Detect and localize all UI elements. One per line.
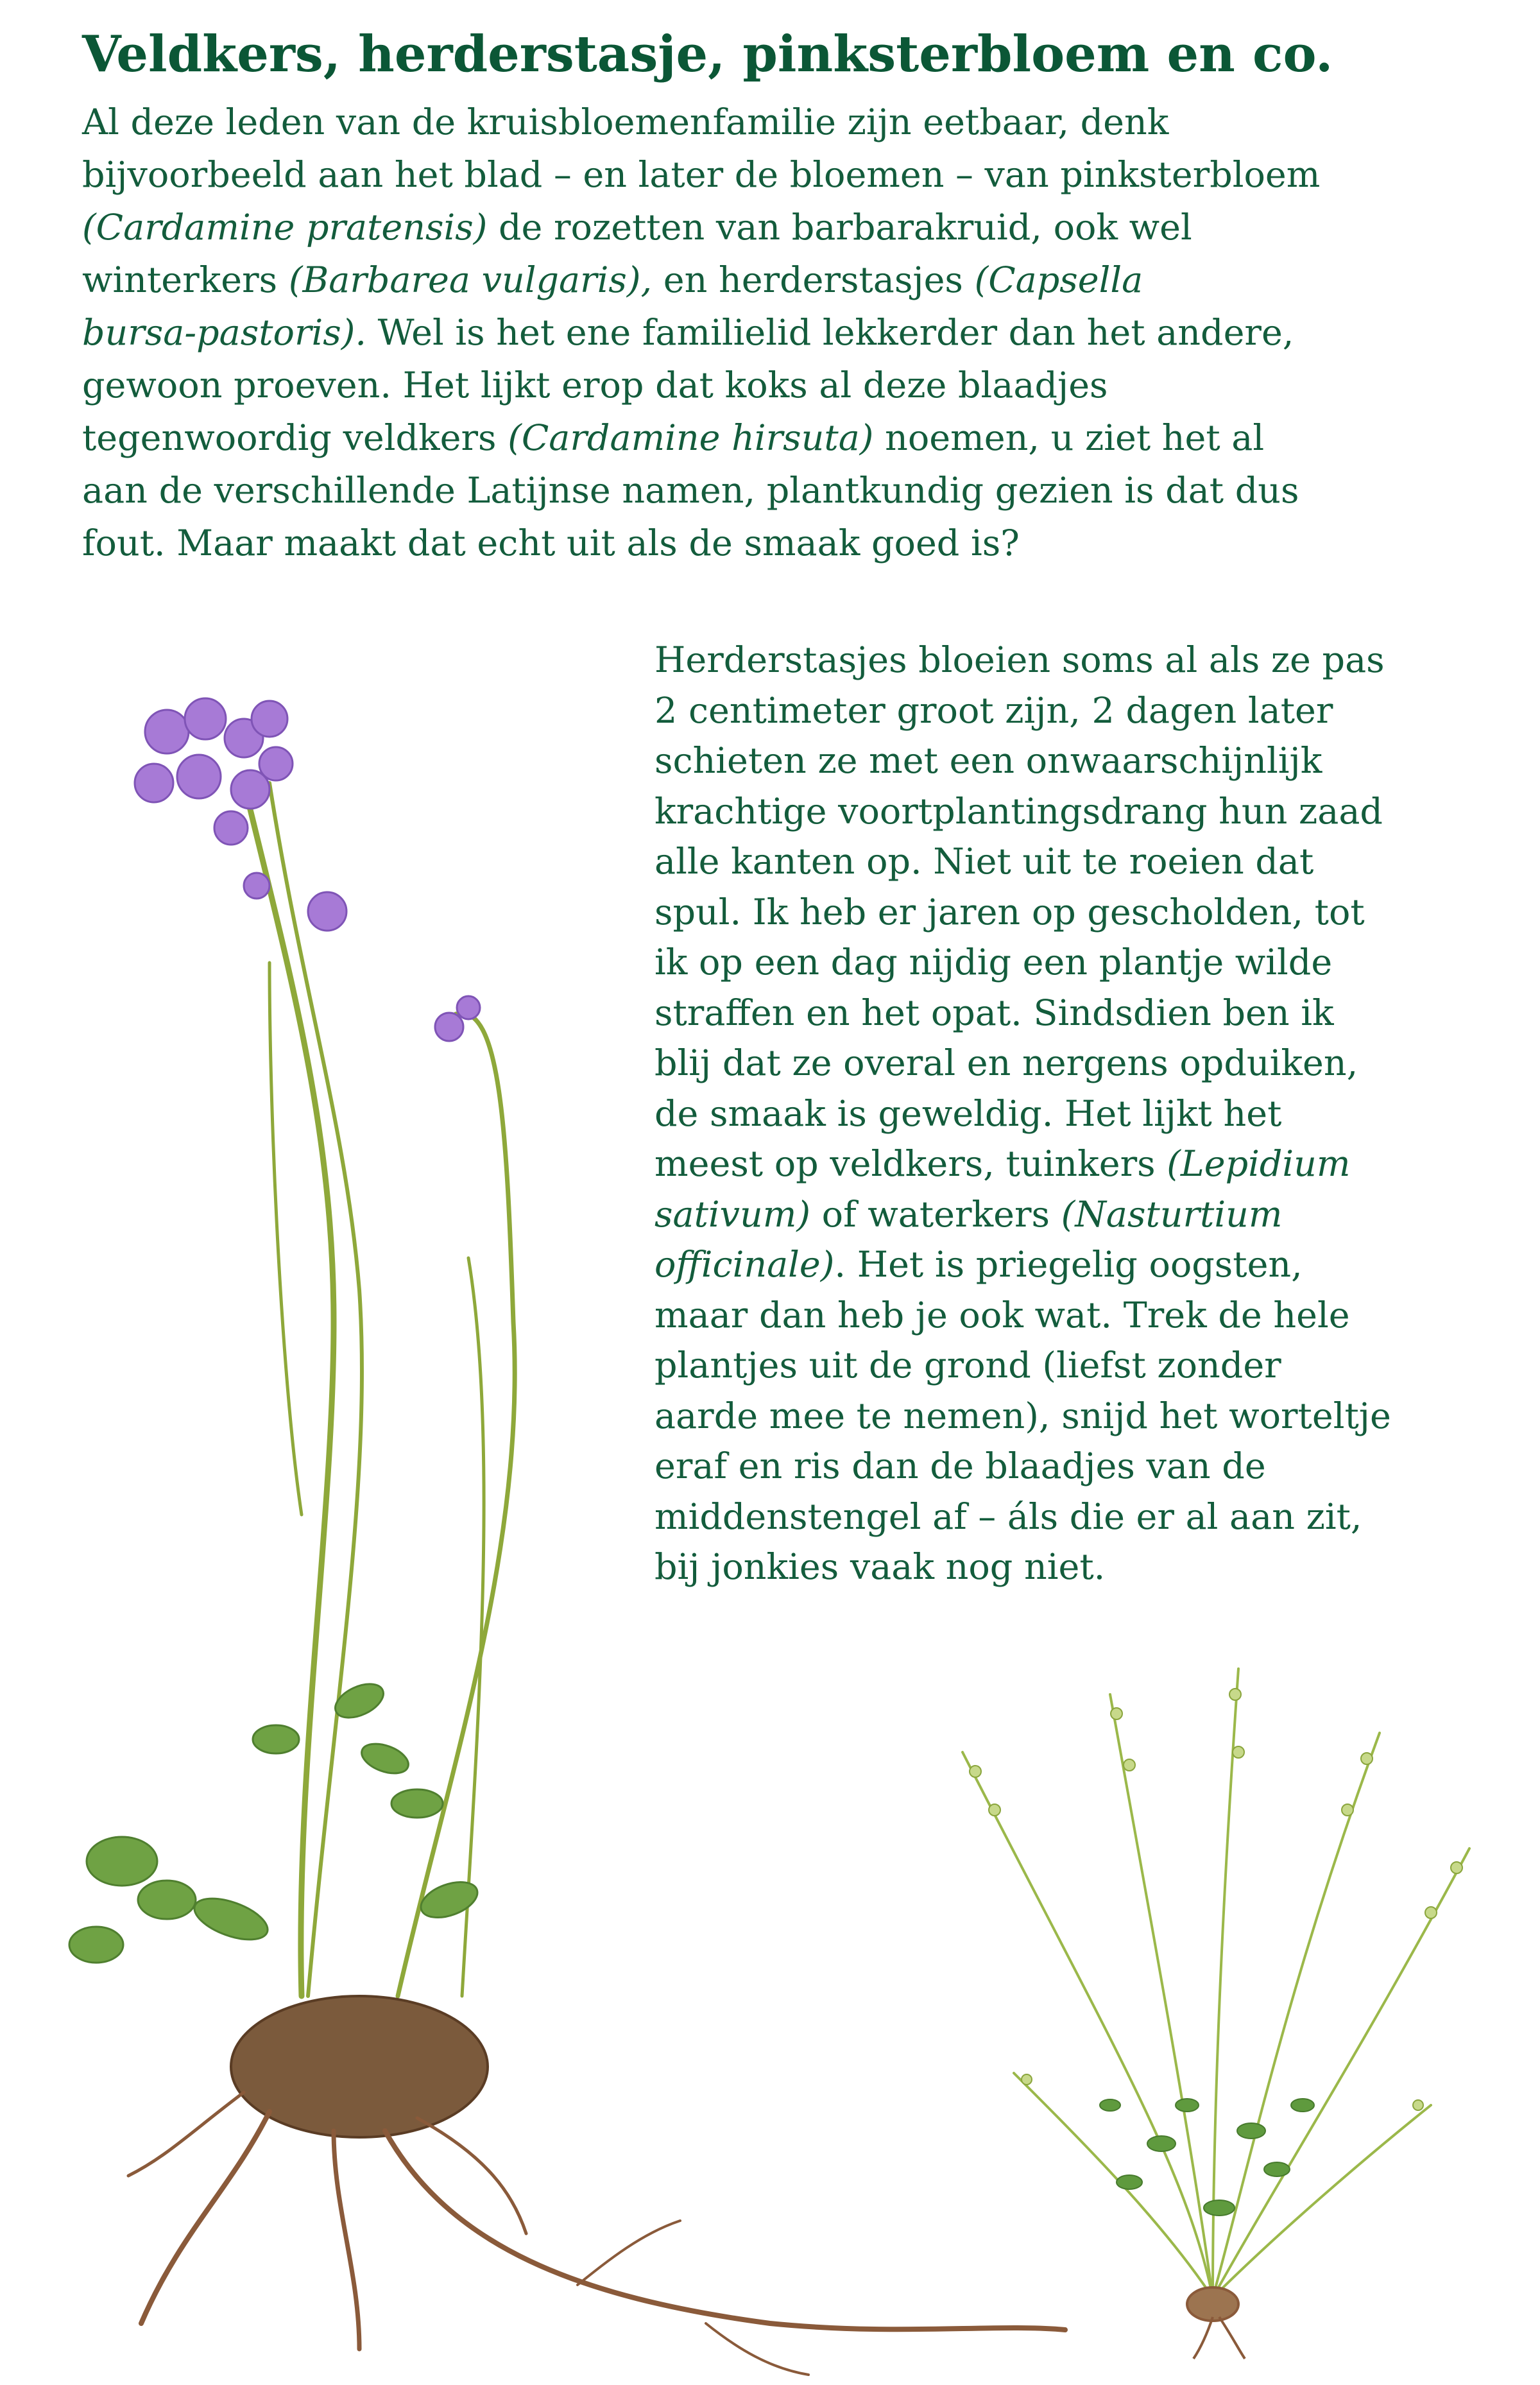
text-run: ik op een dag nijdig een plantje wilde bbox=[654, 942, 1333, 983]
text-run: alle kanten op. Niet uit te roeien dat bbox=[654, 841, 1314, 883]
text-line bbox=[82, 96, 1519, 149]
text-run: winterkers bbox=[82, 259, 289, 301]
text-run: . Het is priegelig oogsten, bbox=[834, 1244, 1303, 1286]
text-line bbox=[82, 254, 1519, 307]
text-run: 2 centimeter groot zijn, 2 dagen later bbox=[654, 689, 1333, 732]
text-line bbox=[82, 307, 1519, 359]
herderstasje-root bbox=[1187, 2287, 1245, 2359]
text-run: Herderstasjes bloeien soms al als ze pas bbox=[654, 639, 1385, 681]
text-line bbox=[654, 635, 1502, 686]
text-line bbox=[82, 517, 1519, 570]
latin-name: sativum) bbox=[654, 1193, 811, 1236]
text-run: gewoon proeven. Het lijkt erop dat koks al deze blaadjes bbox=[82, 365, 1108, 406]
latin-name: bursa-pastoris). bbox=[82, 312, 366, 354]
text-run: en herderstasjes bbox=[652, 259, 975, 301]
latin-name: (Cardamine hirsuta) bbox=[508, 417, 874, 459]
text-run: krachtige voortplantingsdrang hun zaad bbox=[654, 790, 1383, 832]
text-line bbox=[82, 359, 1519, 412]
text-line bbox=[82, 465, 1519, 517]
pinksterbloem-stems bbox=[244, 783, 515, 1996]
text-run: meest op veldkers, tuinkers bbox=[654, 1143, 1167, 1185]
text-run: aarde mee te nemen), snijd het worteltje bbox=[654, 1395, 1391, 1437]
text-run: bij jonkies vaak nog niet. bbox=[654, 1546, 1106, 1588]
text-run: de rozetten van barbarakruid, ook wel bbox=[487, 207, 1192, 248]
text-run: straffen en het opat. Sindsdien ben ik bbox=[654, 992, 1334, 1034]
herderstasje-leaves bbox=[1100, 2099, 1314, 2216]
text-run: tegenwoordig veldkers bbox=[82, 417, 508, 459]
text-run: blij dat ze overal en nergens opduiken, bbox=[654, 1042, 1358, 1084]
intro-paragraph bbox=[82, 96, 1519, 570]
text-run: noemen, u ziet het al bbox=[873, 417, 1265, 459]
latin-name: officinale) bbox=[654, 1244, 835, 1286]
text-run: fout. Maar maakt dat echt uit als de smaak goed is? bbox=[82, 522, 1020, 564]
latin-name: (Barbarea vulgaris), bbox=[288, 259, 653, 301]
latin-name: (Cardamine pratensis) bbox=[82, 207, 488, 248]
text-run: eraf en ris dan de blaadjes van de bbox=[654, 1445, 1266, 1487]
latin-name: (Nasturtium bbox=[1061, 1193, 1283, 1236]
text-run: maar dan heb je ook wat. Trek de hele bbox=[654, 1294, 1350, 1336]
herderstasje-seedpods bbox=[970, 1689, 1462, 2110]
text-run: spul. Ik heb er jaren op gescholden, tot bbox=[654, 891, 1365, 933]
article-title: Veldkers, herderstasje, pinksterbloem en co. bbox=[82, 25, 1333, 83]
text-run: plantjes uit de grond (liefst zonder bbox=[654, 1345, 1281, 1386]
herderstasje-plant-icon bbox=[918, 1656, 1508, 2362]
text-line bbox=[82, 202, 1519, 254]
text-run: schieten ze met een onwaarschijnlijk bbox=[654, 740, 1322, 782]
text-run: Al deze leden van de kruisbloemenfamilie zijn eetbaar, denk bbox=[82, 101, 1169, 143]
latin-name: (Lepidium bbox=[1167, 1143, 1351, 1185]
text-run: bijvoorbeeld aan het blad – en later de bloemen – van pinksterbloem bbox=[82, 154, 1321, 196]
text-run: middenstengel af – áls die er al aan zit, bbox=[654, 1495, 1362, 1538]
text-run: of waterkers bbox=[810, 1193, 1061, 1236]
text-line bbox=[82, 412, 1519, 465]
text-run: aan de verschillende Latijnse namen, plantkundig gezien is dat dus bbox=[82, 470, 1299, 512]
text-run: de smaak is geweldig. Het lijkt het bbox=[654, 1092, 1282, 1135]
text-run: Wel is het ene familielid lekkerder dan het andere, bbox=[366, 312, 1294, 354]
text-line bbox=[82, 149, 1519, 202]
pinksterbloem-leaves bbox=[69, 1677, 482, 1963]
latin-name: (Capsella bbox=[974, 259, 1143, 301]
